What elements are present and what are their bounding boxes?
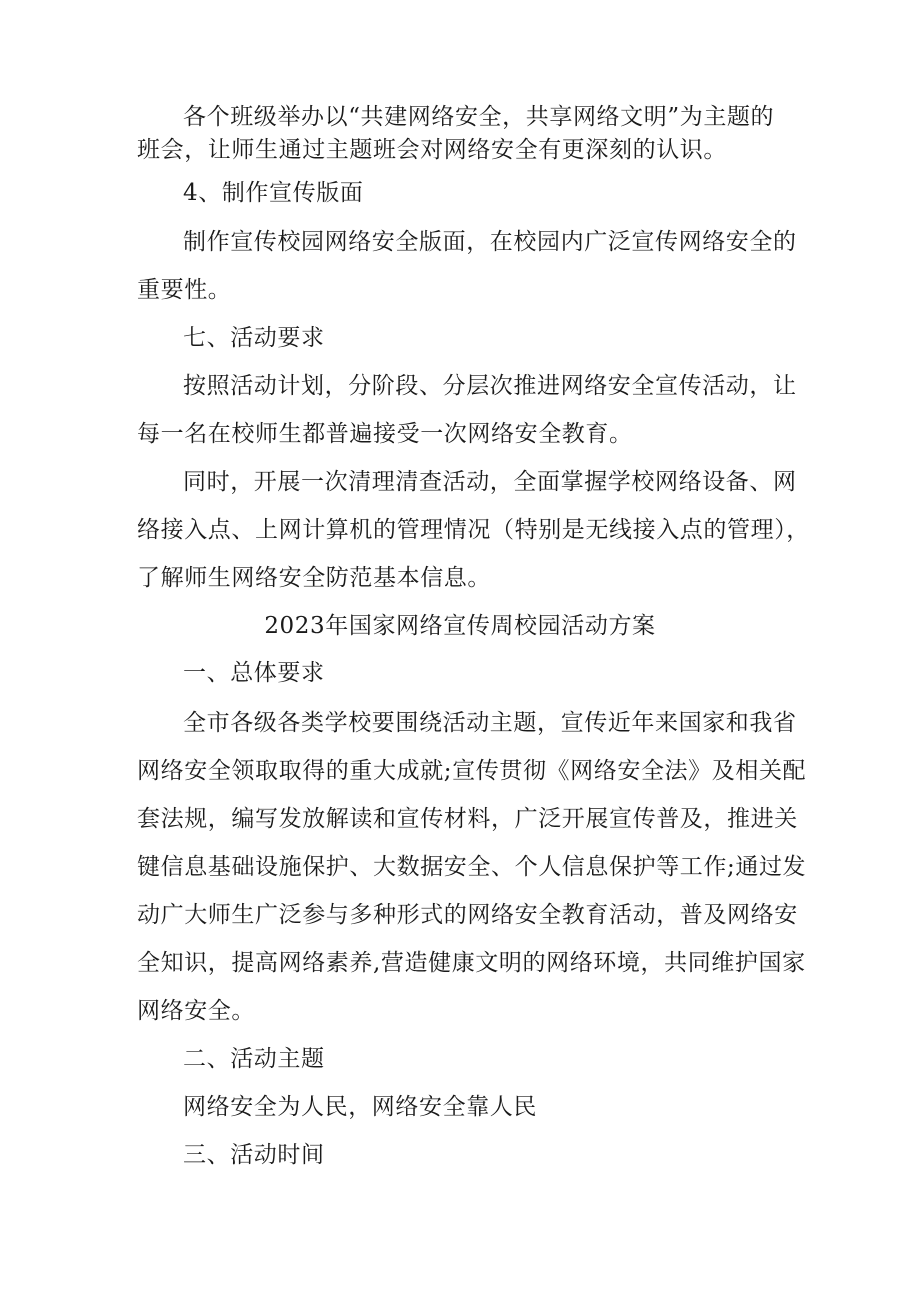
section-heading: 一、总体要求 <box>183 660 325 686</box>
section-heading: 三、活动时间 <box>183 1142 325 1168</box>
paragraph-line: 网络安全。 <box>137 998 255 1024</box>
section-heading: 七、活动要求 <box>183 325 325 351</box>
paragraph-line: 班会，让师生通过主题班会对网络安全有更深刻的认识。 <box>137 137 727 163</box>
paragraph-line: 按照活动计划，分阶段、分层次推进网络安全宣传活动，让 <box>183 373 797 399</box>
section-heading: 二、活动主题 <box>183 1046 325 1072</box>
paragraph-line: 网络安全为人民，网络安全靠人民 <box>183 1094 537 1120</box>
document-title: 2023年国家网络宣传周校园活动方案 <box>264 613 656 639</box>
paragraph-line: 重要性。 <box>137 277 232 303</box>
paragraph-line: 每一名在校师生都普遍接受一次网络安全教育。 <box>137 421 633 447</box>
section-heading: 4、制作宣传版面 <box>183 180 364 206</box>
paragraph-line: 了解师生网络安全防范基本信息。 <box>137 565 491 591</box>
paragraph-line: 网络安全领取取得的重大成就;宣传贯彻《网络安全法》及相关配 <box>137 758 807 784</box>
paragraph-line: 制作宣传校园网络安全版面，在校园内广泛宣传网络安全的 <box>183 229 797 255</box>
paragraph-line: 全市各级各类学校要围绕活动主题，宣传近年来国家和我省 <box>183 710 797 736</box>
paragraph-line: 全知识，提高网络素养,营造健康文明的网络环境，共同维护国家 <box>137 950 806 976</box>
paragraph-line: 套法规，编写发放解读和宣传材料，广泛开展宣传普及，推进关 <box>137 806 798 832</box>
paragraph-line: 络接入点、上网计算机的管理情况（特别是无线接入点的管理）， <box>137 517 810 543</box>
paragraph-line: 同时，开展一次清理清查活动，全面掌握学校网络设备、网 <box>183 469 797 495</box>
paragraph-line: 动广大师生广泛参与多种形式的网络安全教育活动，普及网络安 <box>137 902 798 928</box>
paragraph-line: 各个班级举办以“共建网络安全，共享网络文明”为主题的 <box>183 104 775 130</box>
paragraph-line: 键信息基础设施保护、大数据安全、个人信息保护等工作;通过发 <box>137 854 807 880</box>
